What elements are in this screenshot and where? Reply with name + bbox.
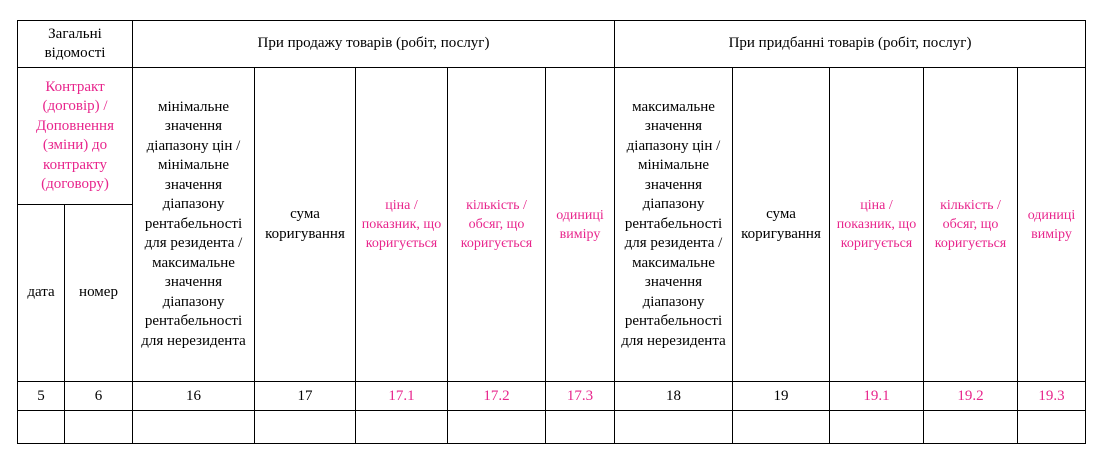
header-sale-sum: сума коригування <box>255 68 356 382</box>
cell-date[interactable] <box>18 411 65 444</box>
header-purchase-price: ціна / показник, що коригується <box>830 68 924 382</box>
header-general: Загальні відомості <box>18 21 133 68</box>
header-purchase-sum: сума коригування <box>733 68 830 382</box>
declaration-table-wrapper <box>17 20 1086 444</box>
header-date: дата <box>18 205 65 382</box>
header-contract: Контракт (договір) / Доповнення (зміни) до контракту (договору) <box>18 68 133 205</box>
header-sale-range: мінімальне значення діапазону цін / мінімальне значення діапазону рентабельності для резидента / максимальне значення діапазону рентабельності для нерезидента <box>133 68 255 382</box>
header-purchase-range: максимальне значення діапазону цін / мінімальне значення діапазону рентабельності для резидента / максимальне значення діапазону рентабельності для нерезидента <box>615 68 733 382</box>
col-num-18: 18 <box>615 382 733 411</box>
header-number: номер <box>65 205 133 382</box>
header-purchase-qty: кількість / обсяг, що коригується <box>924 68 1018 382</box>
col-num-19: 19 <box>733 382 830 411</box>
header-purchase: При придбанні товарів (робіт, послуг) <box>615 21 1086 68</box>
col-num-19-3: 19.3 <box>1018 382 1086 411</box>
header-sale-price: ціна / показник, що коригується <box>356 68 448 382</box>
col-num-6: 6 <box>65 382 133 411</box>
header-row-1 <box>18 21 1086 68</box>
header-sale: При продажу товарів (робіт, послуг) <box>133 21 615 68</box>
cell-sale-sum[interactable] <box>255 411 356 444</box>
cell-purchase-unit[interactable] <box>1018 411 1086 444</box>
cell-purchase-qty[interactable] <box>924 411 1018 444</box>
cell-purchase-range[interactable] <box>615 411 733 444</box>
cell-sale-range[interactable] <box>133 411 255 444</box>
cell-purchase-price[interactable] <box>830 411 924 444</box>
col-num-17-3: 17.3 <box>546 382 615 411</box>
col-num-19-1: 19.1 <box>830 382 924 411</box>
column-number-row <box>18 382 1086 411</box>
header-purchase-unit: одиниці виміру <box>1018 68 1086 382</box>
cell-sale-price[interactable] <box>356 411 448 444</box>
col-num-16: 16 <box>133 382 255 411</box>
header-row-2 <box>18 68 1086 205</box>
cell-number[interactable] <box>65 411 133 444</box>
col-num-19-2: 19.2 <box>924 382 1018 411</box>
col-num-17-1: 17.1 <box>356 382 448 411</box>
col-num-17-2: 17.2 <box>448 382 546 411</box>
cell-sale-unit[interactable] <box>546 411 615 444</box>
cell-sale-qty[interactable] <box>448 411 546 444</box>
adjustment-table <box>17 20 1086 444</box>
cell-purchase-sum[interactable] <box>733 411 830 444</box>
col-num-17: 17 <box>255 382 356 411</box>
header-sale-qty: кількість / обсяг, що коригується <box>448 68 546 382</box>
table-row <box>18 411 1086 444</box>
header-sale-unit: одиниці виміру <box>546 68 615 382</box>
col-num-5: 5 <box>18 382 65 411</box>
